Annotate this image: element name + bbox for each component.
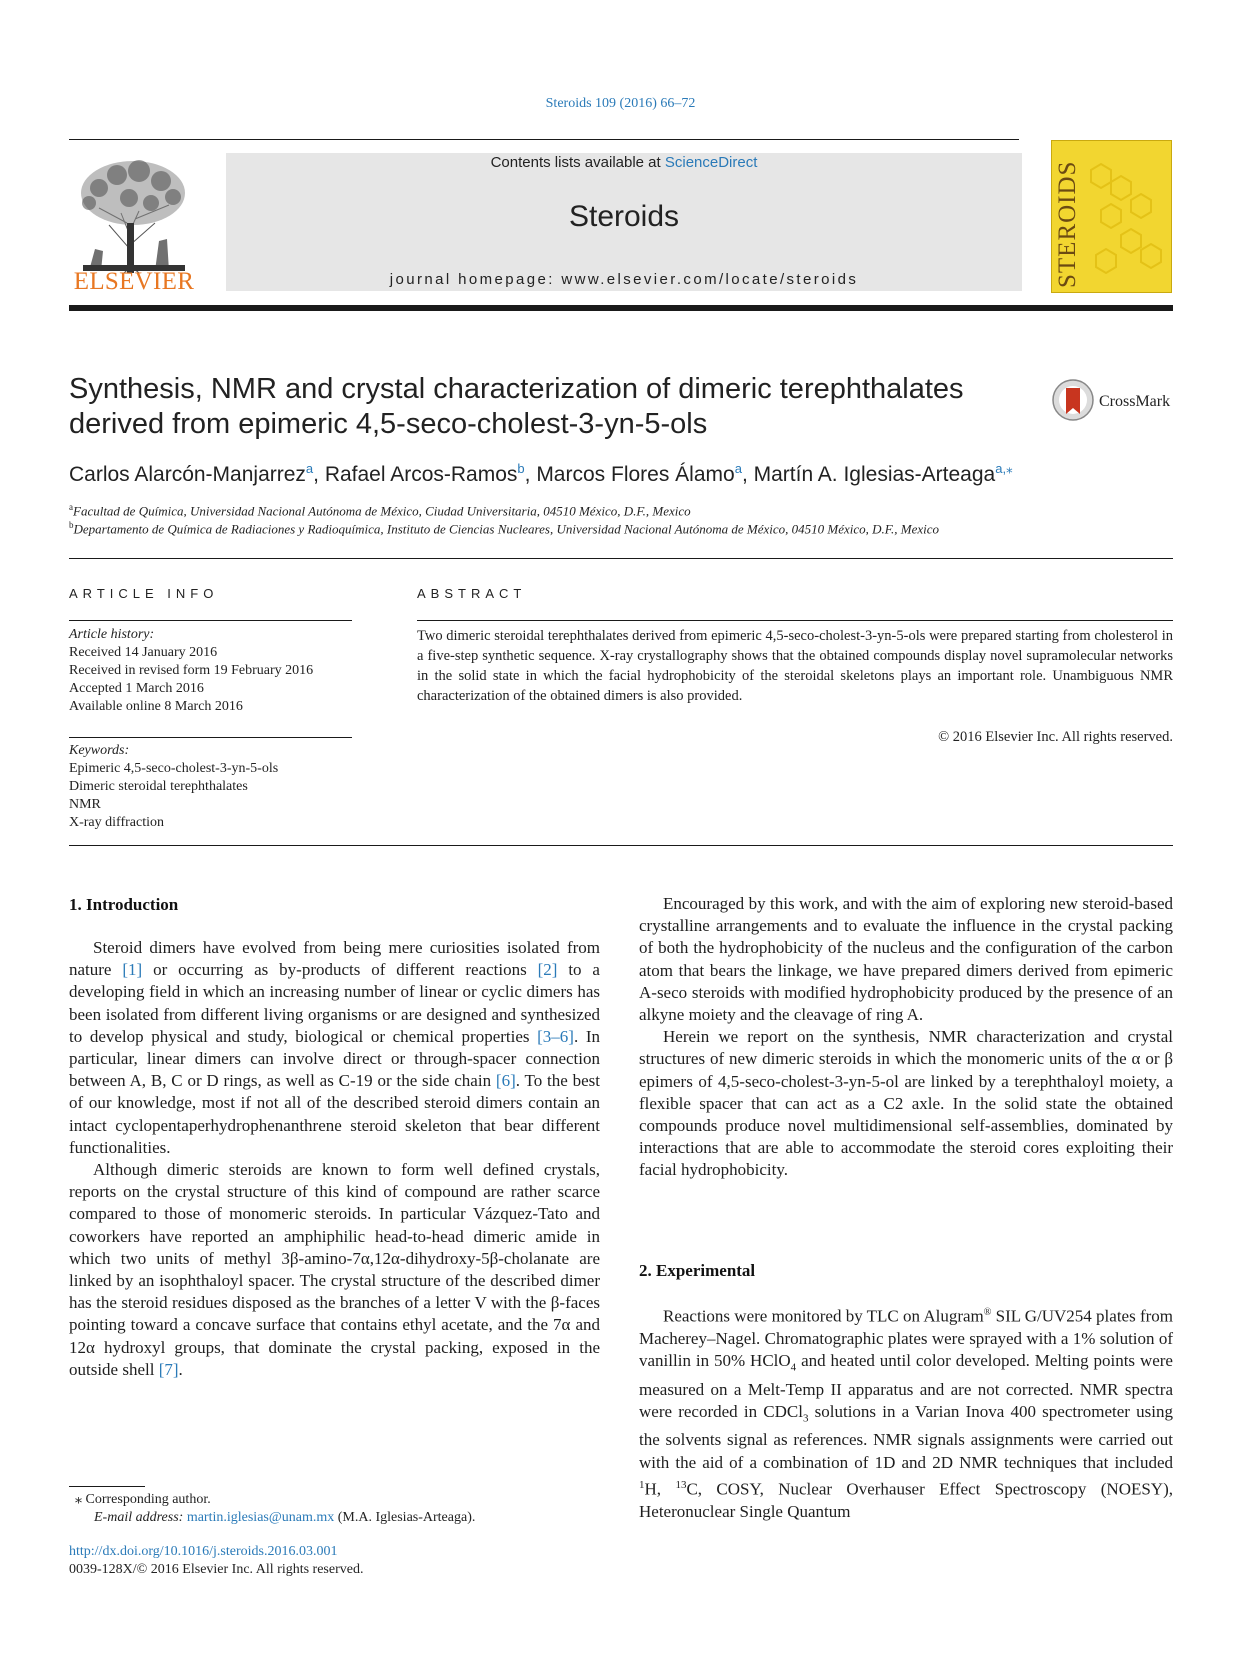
keyword: Epimeric 4,5-seco-cholest-3-yn-5-ols bbox=[69, 761, 279, 776]
footnote-rule bbox=[69, 1486, 145, 1487]
author-name: Rafael Arcos-Ramos bbox=[324, 463, 518, 486]
corresponding-author-note: ⁎ Corresponding author. bbox=[75, 1492, 211, 1507]
experimental-text bbox=[639, 1302, 1173, 1523]
reference-link[interactable]: [2] bbox=[537, 960, 558, 980]
reference-link[interactable]: [1] bbox=[122, 960, 143, 980]
email-link[interactable]: martin.iglesias@unam.mx bbox=[186, 1510, 335, 1525]
affiliation-marker[interactable]: a bbox=[734, 461, 742, 476]
paragraph: Encouraged by this work, and with the aim of exploring new steroid-based crystalline arrangements and to evaluate the influence in the crystal packing of both the hydrophobicity of the nucleus and the configuration of the carbon atom that bears the linkage, we have prepared dimers derived from epimeric A-seco steroids with modified hydrophobicity produced by the presence of an alkyne moiety and the cleavage of ring A. bbox=[639, 894, 1173, 1025]
history-item: Accepted 1 March 2016 bbox=[69, 681, 204, 696]
author-list: Carlos Alarcón-Manjarrez$^a$, Rafael Arcos-Ramos$^b$, Marcos Flores Álamo$^a$, Martín A. Iglesias-Arteaga$^{a,⁎}$ bbox=[69, 461, 1013, 486]
abstract-bottom-rule bbox=[69, 845, 1173, 846]
doi-link[interactable]: http://dx.doi.org/10.1016/j.steroids.2016.03.001 bbox=[69, 1544, 338, 1559]
issn-line: 0039-128X/© 2016 Elsevier Inc. All rights reserved. bbox=[69, 1562, 364, 1577]
email-note: E-mail address: martin.iglesias@unam.mx (M.A. Iglesias-Arteaga). bbox=[94, 1510, 476, 1525]
reference-link[interactable]: [7] bbox=[158, 1359, 179, 1379]
journal-homepage[interactable]: journal homepage: www.elsevier.com/locate/steroids bbox=[389, 271, 859, 288]
author-name: Carlos Alarcón-Manjarrez bbox=[69, 463, 306, 486]
section-heading-experimental: 2. Experimental bbox=[639, 1261, 756, 1280]
author-name: Martín A. Iglesias-Arteaga bbox=[753, 463, 996, 486]
paragraph: Reactions were monitored by TLC on Alugram® SIL G/UV254 plates from Macherey–Nagel. Chromatographic plates were sprayed with a 1% solution of vanillin in 50% HClO$_4$ and heated until color developed. Melting points were measured on a Melt-Temp II apparatus and are not corrected. NMR spectra were recorded in CDCl$_3$ solutions in a Varian Inova 400 spectrometer using the solvents signal as references. NMR signals assignments were carried out with the aid of a combination of 1D and 2D NMR techniques that included $^1$H, $^{13}$C, COSY, Nuclear Overhauser Effect Spectroscopy (NOESY), Heteronuclear Single Quantum bbox=[639, 1306, 1174, 1521]
reference-link[interactable]: [6] bbox=[495, 1071, 516, 1091]
elsevier-wordmark: ELSEVIER bbox=[73, 268, 195, 295]
affiliation-marker[interactable]: b bbox=[517, 461, 525, 476]
paragraph: Although dimeric steroids are known to form well defined crystals, reports on the crystal structure of this kind of compound are rather scarce compared to those of monomeric steroids. In particular Vázquez-Tato and coworkers have reported an amphiphilic head-to-head dimeric amide in which two units of methyl 3β-amino-7α,12α-dihydroxy-5β-cholanate are linked by an isophthaloyl spacer. The crystal structure of the described dimer has the steroid residues disposed as the branches of a letter V with the β-faces pointing toward a concave surface that contains ethyl acetate, and the 7α and 12α hydroxyl groups, that dominate the crystal packing, exposed in the outside shell [7]. bbox=[69, 1160, 600, 1379]
keywords-rule bbox=[69, 737, 352, 738]
section-heading-introduction: 1. Introduction bbox=[69, 895, 179, 914]
contents-line: Contents lists available at ScienceDirect bbox=[490, 154, 758, 171]
affiliation-marker[interactable]: a bbox=[305, 461, 314, 476]
keywords: Keywords: Epimeric 4,5-seco-cholest-3-yn-5-ols Dimeric steroidal terephthalates NMR X-ray diffraction bbox=[69, 742, 359, 832]
keyword: NMR bbox=[69, 797, 101, 812]
history-item: Available online 8 March 2016 bbox=[69, 699, 243, 714]
journal-cover-image bbox=[1051, 140, 1172, 293]
cover-title: STEROIDS bbox=[1054, 160, 1081, 288]
copyright: © 2016 Elsevier Inc. All rights reserved. bbox=[938, 729, 1173, 745]
keyword: Dimeric steroidal terephthalates bbox=[69, 779, 248, 794]
abstract-heading: ABSTRACT bbox=[417, 586, 527, 601]
right-column bbox=[639, 893, 1173, 1182]
abstract-text: Two dimeric steroidal terephthalates derived from epimeric 4,5-seco-cholest-3-yn-5-ols were prepared starting from cholesterol in a five-step synthetic sequence. X-ray crystallography shows that the obtained compounds display novel supramolecular networks in the solid state in which the facial hydrophobicity of the steroidal skeletons plays an important role. Unambiguous NMR characterization of the obtained dimers is also provided. bbox=[417, 628, 1173, 704]
article-history: Article history: Received 14 January 2016 Received in revised form 19 February 2016 Accepted 1 March 2016 Available online 8 March 2016 bbox=[69, 626, 359, 716]
affiliation-a: $^a$Facultad de Química, Universidad Nacional Autónoma de México, Ciudad Universitaria, 04510 México, D.F., Mexico bbox=[69, 502, 691, 519]
abstract-rule bbox=[417, 620, 1173, 621]
sciencedirect-link[interactable]: ScienceDirect bbox=[664, 154, 758, 171]
paragraph: Herein we report on the synthesis, NMR characterization and crystal structures of new dimeric steroids in which the monomeric units of the α or β epimers of 4,5-seco-cholest-3-yn-5-ol are linked by a terephthaloyl moiety, a flexible spacer that can act as a C2 axle. In the solid state the obtained compounds produce novel multidimensional self-assemblies, dominated by interactions that are able to accommodate the steroid cores exploiting their facial hydrophobicity. bbox=[639, 1027, 1173, 1180]
keyword: X-ray diffraction bbox=[69, 815, 164, 830]
affiliation-b: $^b$Departamento de Química de Radiaciones y Radioquímica, Instituto de Ciencias Nucleares, Universidad Nacional Autónoma de México, 04510 México, D.F., Mexico bbox=[69, 520, 940, 537]
article-info-rule bbox=[69, 620, 352, 621]
left-column bbox=[69, 937, 600, 1381]
article-title: Synthesis, NMR and crystal characterization of dimeric terephthalates derived from epimeric 4,5-seco-cholest-3-yn-5-ols bbox=[69, 373, 964, 440]
journal-citation-link[interactable]: Steroids 109 (2016) 66–72 bbox=[545, 96, 696, 111]
top-rule bbox=[69, 139, 1019, 140]
paragraph: Steroid dimers have evolved from being mere curiosities isolated from nature [1] or occurring as by-products of different reactions [2] to a developing field in which an increasing number of linear or cyclic dimers has been isolated from different living organisms or are designed and synthesized to develop physical and study, biological or chemical properties [3–6]. In particular, linear dimers can involve direct or through-spacer connection between A, B, C or D rings, as well as C-19 or the side chain [6]. To the best of our knowledge, most if not all of the described steroid dimers contain an intact cyclopentaperhydrophenanthrene steroid skeleton that bear different functionalities. bbox=[69, 938, 600, 1157]
author-name: Marcos Flores Álamo bbox=[536, 463, 735, 486]
reference-link[interactable]: [3–6] bbox=[537, 1026, 574, 1046]
affiliation-marker[interactable]: a,⁎ bbox=[995, 461, 1013, 476]
history-item: Received in revised form 19 February 2016 bbox=[69, 663, 314, 678]
crossmark-label[interactable]: CrossMark bbox=[1099, 393, 1171, 410]
affiliation-rule bbox=[69, 558, 1173, 559]
masthead-rule bbox=[69, 305, 1173, 311]
history-item: Received 14 January 2016 bbox=[69, 645, 218, 660]
journal-name: Steroids bbox=[568, 200, 680, 233]
article-info-heading: ARTICLE INFO bbox=[69, 586, 219, 601]
